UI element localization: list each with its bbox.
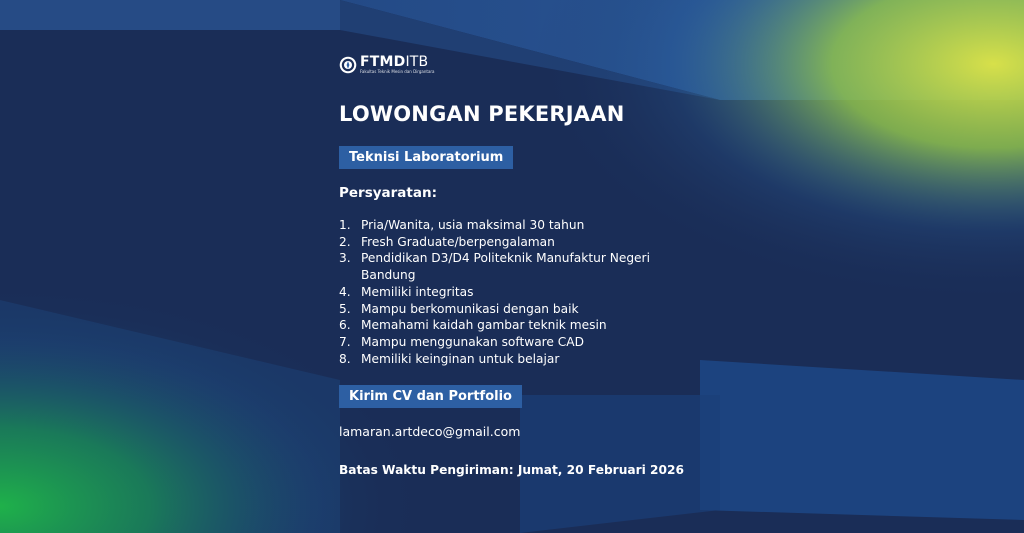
ftmd-itb-logo bbox=[339, 55, 435, 74]
list-item-number: 3. bbox=[339, 251, 351, 266]
logo-name: FTMDITB bbox=[360, 54, 429, 70]
list-item-text: Mampu berkomunikasi dengan baik bbox=[361, 301, 579, 316]
list-item-number: 7. bbox=[339, 334, 351, 349]
list-item-number: 2. bbox=[339, 234, 351, 249]
list-item bbox=[339, 334, 659, 351]
list-item bbox=[339, 250, 659, 283]
ftmd-seal-icon bbox=[339, 56, 357, 74]
list-item bbox=[339, 234, 659, 251]
list-item-text: Memiliki keinginan untuk belajar bbox=[361, 351, 560, 366]
submission-deadline: Batas Waktu Pengiriman: Jumat, 20 Februari 2026 bbox=[339, 463, 684, 477]
list-item-text: Memahami kaidah gambar teknik mesin bbox=[361, 318, 607, 333]
position-label: Teknisi Laboratorium bbox=[339, 146, 513, 169]
logo-subtitle: Fakultas Teknik Mesin dan Dirgantara bbox=[360, 69, 435, 74]
list-item bbox=[339, 217, 659, 234]
list-item-text: Memiliki integritas bbox=[361, 284, 474, 299]
list-item-number: 5. bbox=[339, 301, 351, 316]
submit-cv-label: Kirim CV dan Portfolio bbox=[339, 385, 522, 408]
contact-email: lamaran.artdeco@gmail.com bbox=[339, 424, 521, 439]
page-title: LOWONGAN PEKERJAAN bbox=[339, 102, 625, 126]
list-item bbox=[339, 301, 659, 318]
list-item bbox=[339, 317, 659, 334]
list-item-text: Pendidikan D3/D4 Politeknik Manufaktur Negeri Bandung bbox=[361, 251, 650, 283]
list-item-text: Fresh Graduate/berpengalaman bbox=[361, 234, 555, 249]
list-item-number: 8. bbox=[339, 351, 351, 366]
list-item bbox=[339, 351, 659, 368]
list-item bbox=[339, 284, 659, 301]
list-item-number: 1. bbox=[339, 218, 351, 232]
requirements-heading: Persyaratan: bbox=[339, 185, 437, 201]
list-item-text: Pria/Wanita, usia maksimal 30 tahun bbox=[361, 218, 585, 232]
requirements-list bbox=[339, 217, 659, 367]
list-item-number: 6. bbox=[339, 318, 351, 333]
list-item-text: Mampu menggunakan software CAD bbox=[361, 334, 585, 349]
list-item-number: 4. bbox=[339, 284, 351, 299]
